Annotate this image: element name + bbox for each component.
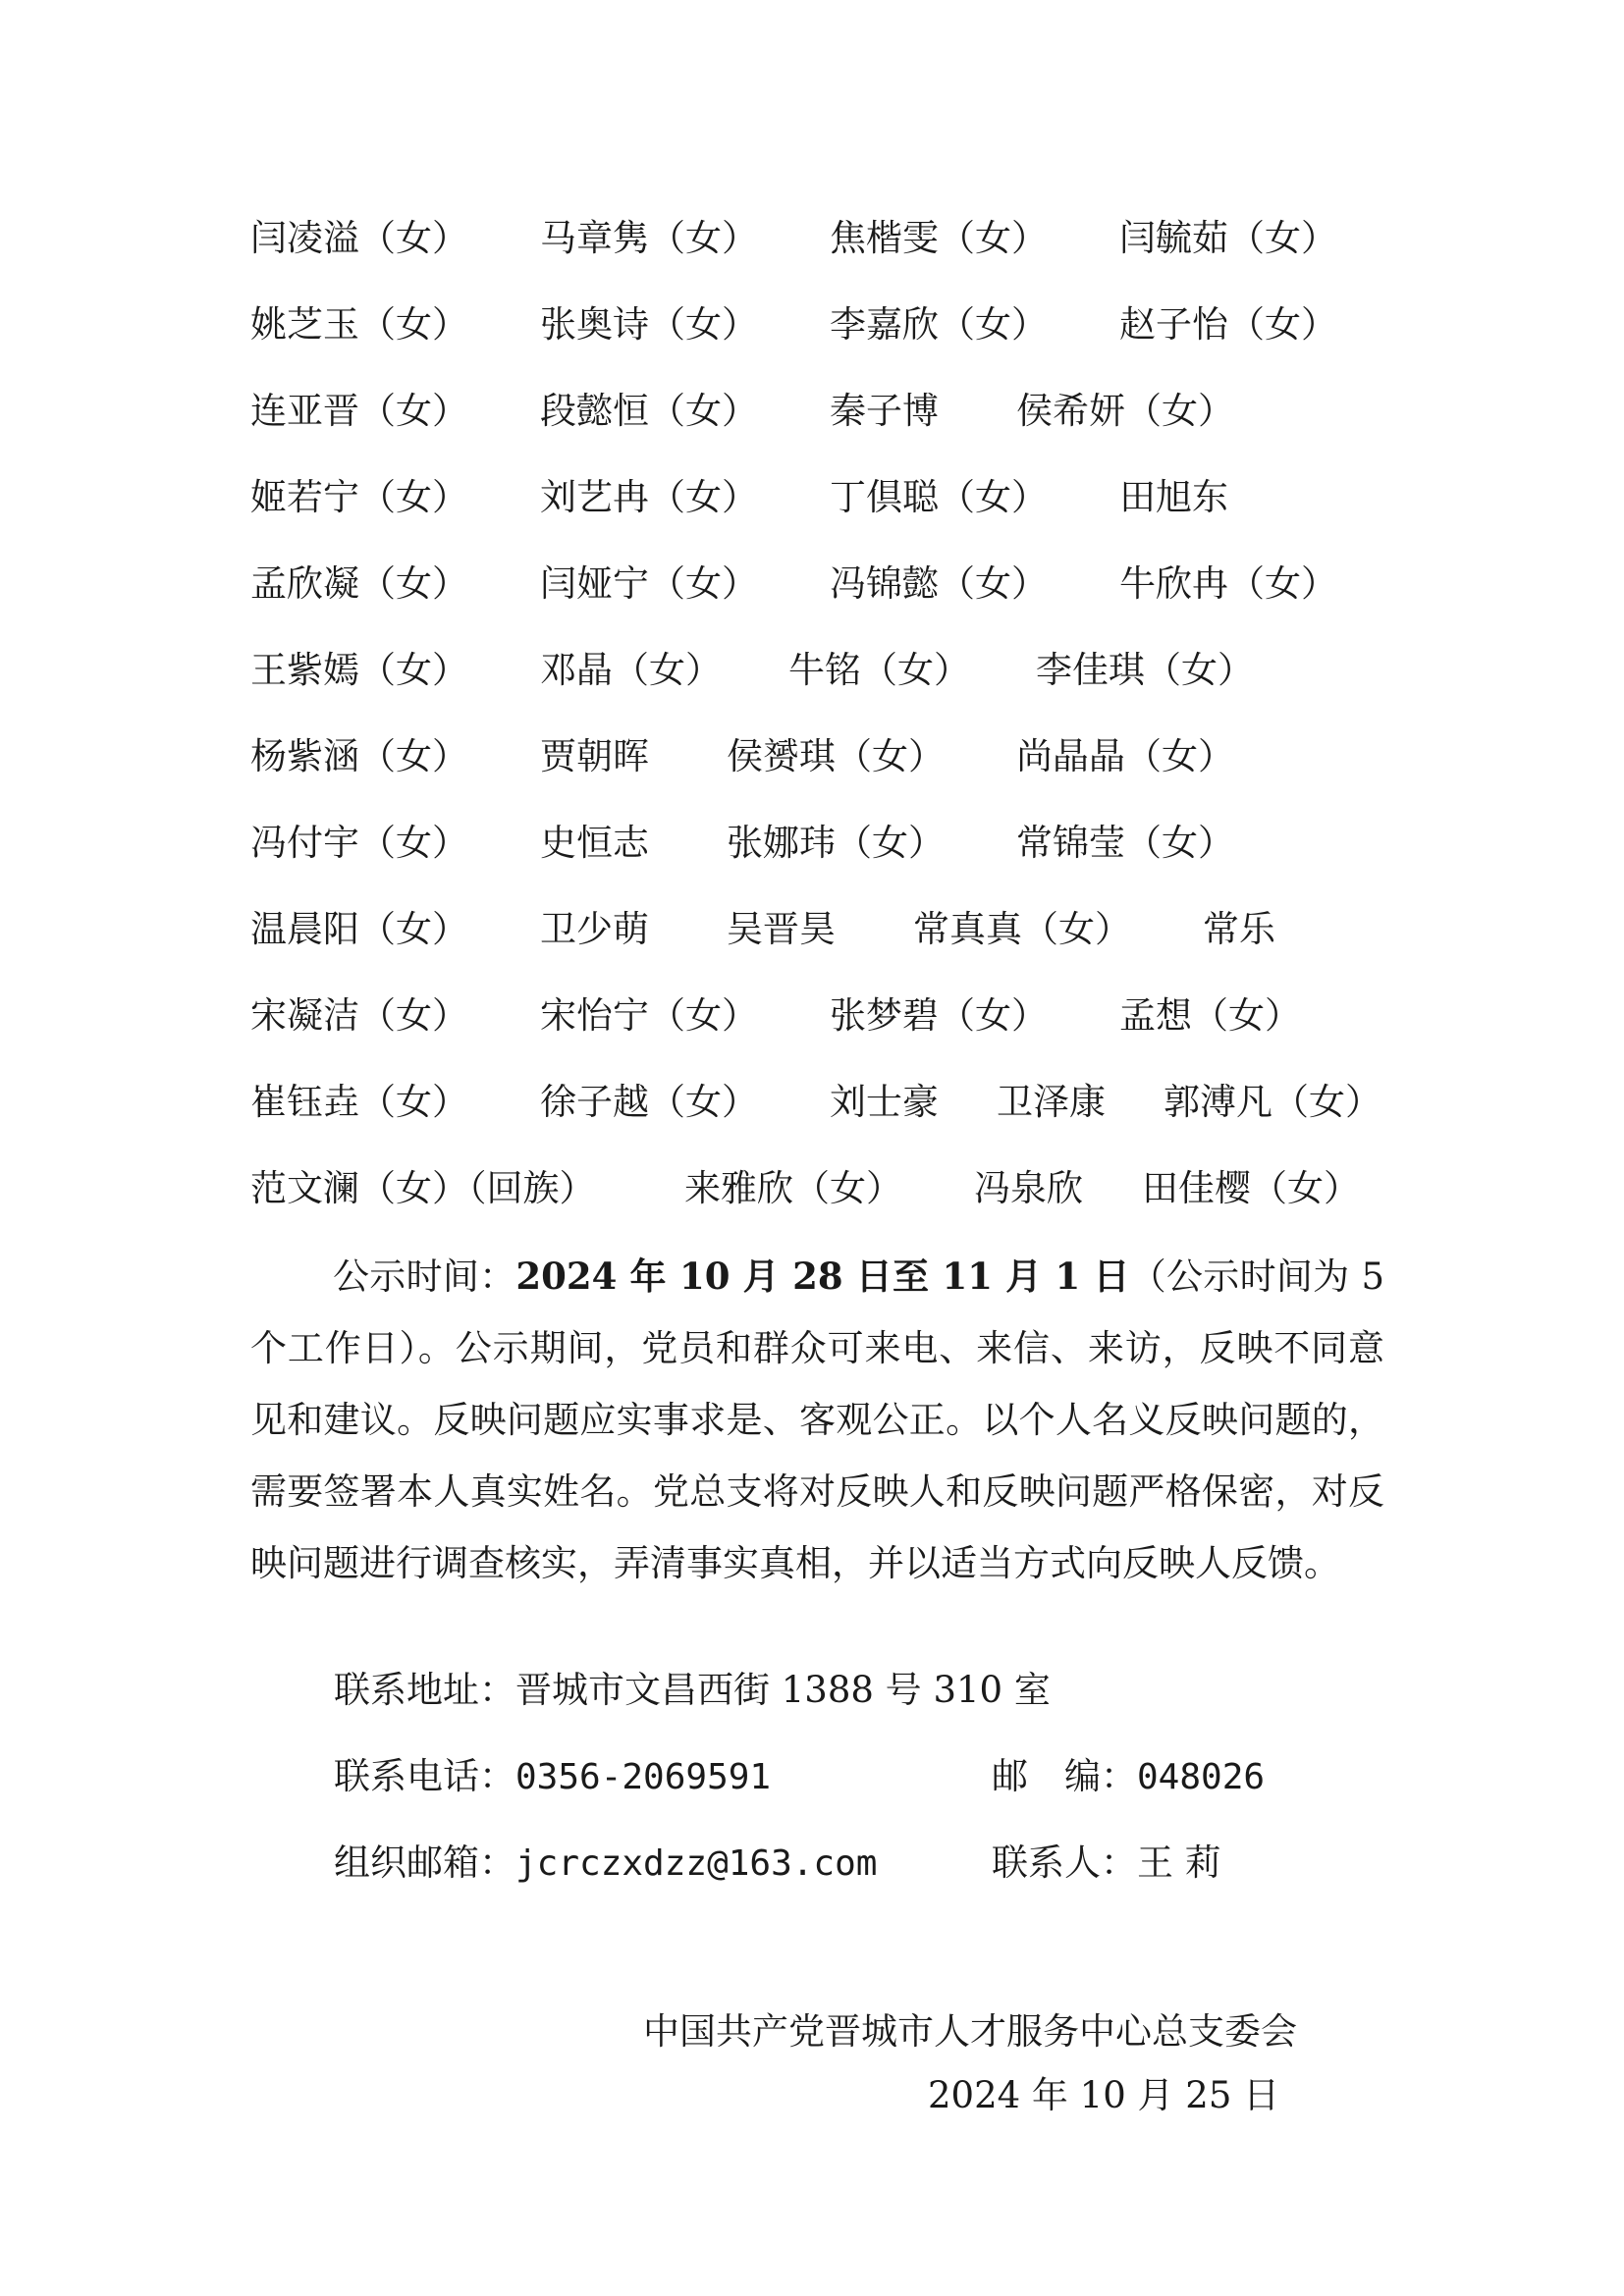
person-name: 郭溥凡（女） <box>1164 1081 1381 1123</box>
person-name: 冯锦懿（女） <box>830 562 1048 605</box>
person-name: 吴晋昊 <box>727 908 836 950</box>
person-name: 宋凝洁（女） <box>250 994 468 1037</box>
person-name: 冯付宇（女） <box>250 822 468 864</box>
contact-address <box>334 1661 1051 1720</box>
person-name: 崔钰垚（女） <box>250 1081 468 1123</box>
person-name: 赵子怡（女） <box>1119 303 1337 346</box>
person-name: 李嘉欣（女） <box>830 303 1048 346</box>
notice-paragraph <box>250 1241 1384 1599</box>
contact-postcode <box>992 1747 1265 1807</box>
phone-label: 联系电话： <box>334 1755 515 1797</box>
email-label: 组织邮箱： <box>334 1842 515 1884</box>
postcode-value: 048026 <box>1137 1757 1266 1797</box>
address-label: 联系地址： <box>334 1669 515 1711</box>
person-name: 常真真（女） <box>913 908 1131 950</box>
signature-org: 中国共产党晋城市人才服务中心总支委会 <box>643 2010 1297 2053</box>
person-name: 姬若宁（女） <box>250 476 468 518</box>
person-name: 贾朝晖 <box>540 735 649 777</box>
person-label: 联系人： <box>992 1842 1137 1884</box>
person-name: 来雅欣（女） <box>684 1167 902 1209</box>
person-name: 冯泉欣 <box>974 1167 1083 1209</box>
person-name: 刘艺冉（女） <box>540 476 758 518</box>
person-name: 侯赟琪（女） <box>727 735 945 777</box>
person-name: 史恒志 <box>540 822 649 864</box>
person-name: 闫毓茹（女） <box>1119 217 1337 259</box>
person-name: 孟想（女） <box>1119 994 1301 1037</box>
person-name: 温晨阳（女） <box>250 908 468 950</box>
contact-person <box>992 1834 1221 1893</box>
notice-period: 2024 年 10 月 28 日至 11 月 1 日 <box>515 1255 1130 1298</box>
person-name: 闫娅宁（女） <box>540 562 758 605</box>
person-name: 刘士豪 <box>830 1081 939 1123</box>
person-name: 田佳樱（女） <box>1142 1167 1360 1209</box>
signature-date: 2024 年 10 月 25 日 <box>928 2074 1280 2116</box>
person-name: 侯希妍（女） <box>1016 390 1234 432</box>
person-name: 段懿恒（女） <box>540 390 758 432</box>
notice-prefix: 公示时间： <box>333 1255 516 1298</box>
person-name: 牛铭（女） <box>788 649 970 691</box>
postcode-label: 邮 编： <box>992 1755 1137 1797</box>
person-name: 常乐 <box>1203 908 1275 950</box>
person-name: 闫凌溢（女） <box>250 217 468 259</box>
address-value: 晋城市文昌西街 1388 号 310 室 <box>515 1669 1051 1711</box>
person-name: 马章隽（女） <box>540 217 758 259</box>
person-name: 徐子越（女） <box>540 1081 758 1123</box>
person-name: 姚芝玉（女） <box>250 303 468 346</box>
phone-value: 0356-2069591 <box>515 1757 772 1797</box>
person-name: 田旭东 <box>1119 476 1228 518</box>
person-name: 丁倶聪（女） <box>830 476 1048 518</box>
person-name: 张梦碧（女） <box>830 994 1048 1037</box>
person-name: 孟欣凝（女） <box>250 562 468 605</box>
person-name: 张娜玮（女） <box>727 822 945 864</box>
notice-body: （公示时间为 5 个工作日）。公示期间，党员和群众可来电、来信、来访，反映不同意见和建议。反映问题应实事求是、客观公正。以个人名义反映问题的，需要签署本人真实姓名。党总支将对反映人和反映问题严格保密，对反映问题进行调查核实，弄清事实真相，并以适当方式向反映人反馈。 <box>250 1255 1384 1584</box>
person-value: 王 莉 <box>1137 1842 1221 1884</box>
person-name: 卫泽康 <box>997 1081 1106 1123</box>
contact-email <box>334 1834 877 1894</box>
person-name: 常锦莹（女） <box>1016 822 1234 864</box>
person-name: 邓晶（女） <box>540 649 722 691</box>
person-name: 张奥诗（女） <box>540 303 758 346</box>
person-name: 范文澜（女）（回族） <box>250 1167 596 1209</box>
person-name: 连亚晋（女） <box>250 390 468 432</box>
person-name: 李佳琪（女） <box>1036 649 1254 691</box>
person-name: 尚晶晶（女） <box>1016 735 1234 777</box>
person-name: 牛欣冉（女） <box>1119 562 1337 605</box>
person-name: 宋怡宁（女） <box>540 994 758 1037</box>
person-name: 卫少萌 <box>540 908 649 950</box>
contact-phone <box>334 1747 771 1807</box>
email-value: jcrczxdzz@163.com <box>515 1843 878 1884</box>
person-name: 杨紫涵（女） <box>250 735 468 777</box>
person-name: 王紫嫣（女） <box>250 649 468 691</box>
person-name: 秦子博 <box>830 390 939 432</box>
person-name: 焦楷雯（女） <box>830 217 1048 259</box>
